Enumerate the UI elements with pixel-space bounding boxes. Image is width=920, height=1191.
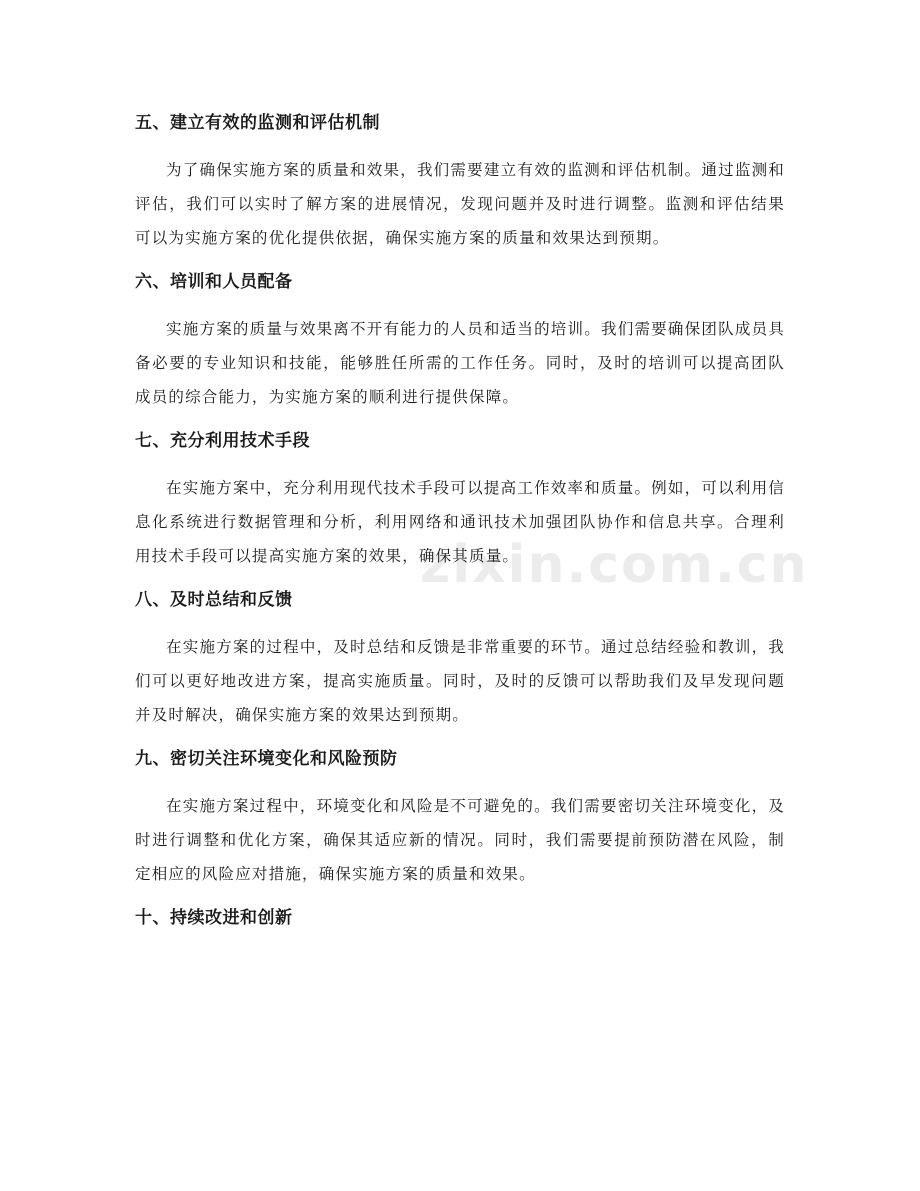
section-paragraph: 在实施方案中，充分利用现代技术手段可以提高工作效率和质量。例如，可以利用信息化系统进行数据管理和分析，利用网络和通讯技术加强团队协作和信息共享。合理利用技术手段可以提高实施方案的效果，确保其质量。 <box>135 479 785 565</box>
section-heading: 五、建立有效的监测和评估机制 <box>135 113 380 133</box>
section-paragraph: 在实施方案的过程中，及时总结和反馈是非常重要的环节。通过总结经验和教训，我们可以更好地改进方案，提高实施质量。同时，及时的反馈可以帮助我们及早发现问题并及时解决，确保实施方案的效果达到预期。 <box>135 638 785 724</box>
section-5 <box>135 108 785 255</box>
document-body <box>135 108 785 948</box>
section-6 <box>135 267 785 414</box>
section-paragraph: 为了确保实施方案的质量和效果，我们需要建立有效的监测和评估机制。通过监测和评估，我们可以实时了解方案的进展情况，发现问题并及时进行调整。监测和评估结果可以为实施方案的优化提供依据，确保实施方案的质量和效果达到预期。 <box>135 161 785 247</box>
section-9 <box>135 744 785 891</box>
watermark: zixin.com.cn <box>420 535 809 595</box>
section-heading: 十、持续改进和创新 <box>135 908 293 928</box>
section-8 <box>135 585 785 732</box>
section-paragraph: 在实施方案过程中，环境变化和风险是不可避免的。我们需要密切关注环境变化，及时进行调整和优化方案，确保其适应新的情况。同时，我们需要提前预防潜在风险，制定相应的风险应对措施，确保实施方案的质量和效果。 <box>135 797 785 883</box>
section-10 <box>135 903 785 933</box>
section-heading: 七、充分利用技术手段 <box>135 431 310 451</box>
section-heading: 六、培训和人员配备 <box>135 272 293 292</box>
section-heading: 八、及时总结和反馈 <box>135 590 293 610</box>
section-paragraph: 实施方案的质量与效果离不开有能力的人员和适当的培训。我们需要确保团队成员具备必要的专业知识和技能，能够胜任所需的工作任务。同时，及时的培训可以提高团队成员的综合能力，为实施方案的顺利进行提供保障。 <box>135 320 785 406</box>
section-7 <box>135 426 785 573</box>
section-heading: 九、密切关注环境变化和风险预防 <box>135 749 398 769</box>
